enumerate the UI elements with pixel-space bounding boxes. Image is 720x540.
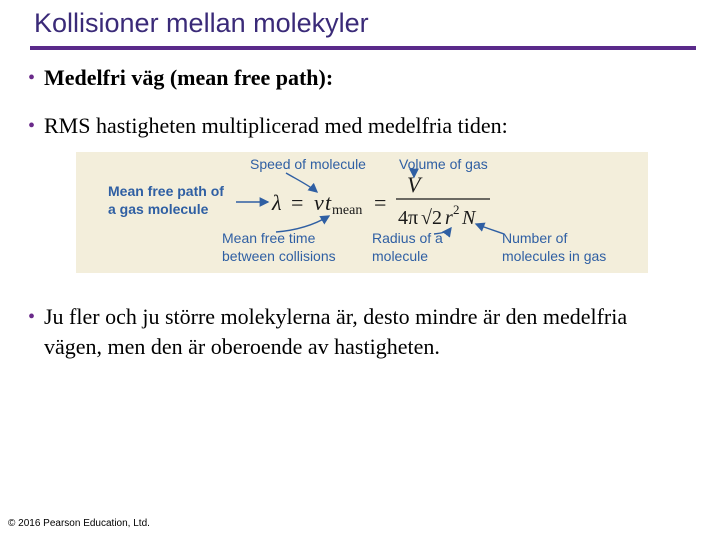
- equation-lambda: λ: [272, 190, 282, 215]
- label-volume-of-gas: Volume of gas: [399, 156, 488, 172]
- bullet-mean-free-path: [28, 63, 668, 93]
- equation-r-exponent: 2: [453, 202, 460, 217]
- equation-numerator-v: V: [407, 172, 421, 197]
- bullet-icon: •: [28, 115, 36, 137]
- equation-r: r: [445, 207, 453, 229]
- equation-n: N: [462, 207, 476, 229]
- arrow-number: [476, 224, 504, 234]
- bullet-icon: •: [28, 306, 36, 328]
- equation-t-subscript: mean: [332, 203, 363, 218]
- slide-title: Kollisioner mellan molekyler: [34, 8, 369, 38]
- label-mean-free-time-line2: between collisions: [222, 248, 336, 264]
- title-underline: [30, 46, 696, 50]
- label-radius-line1: Radius of a: [372, 230, 443, 246]
- bullet-text: RMS hastigheten multiplicerad med medelfria tiden:: [44, 113, 508, 138]
- bullet-text: Medelfri väg (mean free path):: [44, 65, 334, 90]
- bullet-text: Ju fler och ju större molekylerna är, desto mindre är den medelfria vägen, men den är oberoende av hastigheten.: [44, 304, 628, 359]
- label-number-of-molecules-line1: Number of: [502, 230, 568, 246]
- equation-sqrt2: √2: [421, 207, 442, 229]
- equation-equals-2: =: [374, 190, 387, 215]
- equation-diagram: [76, 152, 648, 273]
- bullet-icon: •: [28, 67, 36, 89]
- label-speed-of-molecule: Speed of molecule: [250, 156, 366, 172]
- equation-4pi: 4π: [398, 207, 419, 229]
- label-mean-free-time-line1: Mean free time: [222, 230, 316, 246]
- equation-t: t: [325, 190, 332, 215]
- equation-v: v: [314, 190, 324, 215]
- copyright-notice: © 2016 Pearson Education, Ltd.: [8, 518, 150, 529]
- label-mean-free-path-line1: Mean free path of: [108, 183, 224, 199]
- label-number-of-molecules-line2: molecules in gas: [502, 248, 607, 264]
- equation-equals-1: =: [291, 190, 304, 215]
- bullet-rms-speed: [28, 111, 668, 141]
- label-mean-free-path-line2: a gas molecule: [108, 201, 209, 217]
- label-radius-line2: molecule: [372, 248, 429, 264]
- mean-free-path-equation-figure: [76, 152, 648, 273]
- bullet-size-and-density: [28, 302, 668, 362]
